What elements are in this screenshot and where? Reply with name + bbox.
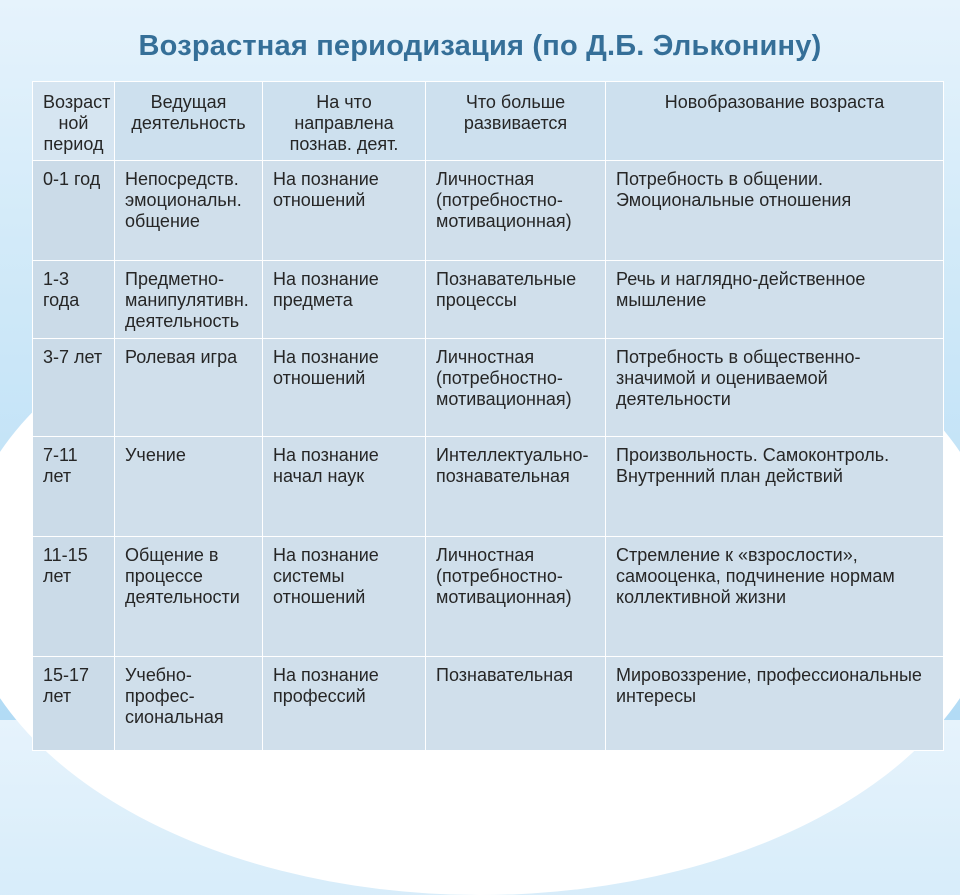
- cell-age: 1-3 года: [33, 261, 115, 339]
- cell-activity: Предметно-манипулятивн. деятельность: [115, 261, 263, 339]
- cell-development: Личностная (потребностно-мотивационная): [426, 339, 606, 437]
- cell-direction: На познание системы отношений: [263, 537, 426, 657]
- header-cognition-direction: На что направлена познав. деят.: [263, 82, 426, 161]
- cell-development: Познавательная: [426, 657, 606, 751]
- cell-direction: На познание отношений: [263, 161, 426, 261]
- page-title: Возрастная периодизация (по Д.Б. Эльконину): [138, 30, 822, 62]
- cell-neoformation: Потребность в общении. Эмоциональные отношения: [606, 161, 944, 261]
- cell-age: 0-1 год: [33, 161, 115, 261]
- cell-development: Интеллектуально-познавательная: [426, 437, 606, 537]
- cell-direction: На познание предмета: [263, 261, 426, 339]
- periodization-table: [32, 81, 944, 751]
- cell-activity: Общение в процессе деятельности: [115, 537, 263, 657]
- table-row: [33, 437, 944, 537]
- cell-development: Личностная (потребностно-мотивационная): [426, 537, 606, 657]
- cell-direction: На познание начал наук: [263, 437, 426, 537]
- cell-age: 7-11 лет: [33, 437, 115, 537]
- table-header-row: [33, 82, 944, 161]
- table-row: [33, 657, 944, 751]
- cell-age: 15-17 лет: [33, 657, 115, 751]
- table-row: [33, 537, 944, 657]
- table-row: [33, 161, 944, 261]
- cell-neoformation: Мировоззрение, профессиональные интересы: [606, 657, 944, 751]
- cell-neoformation: Речь и наглядно-действенное мышление: [606, 261, 944, 339]
- header-age-period: Возраст ной период: [33, 82, 115, 161]
- cell-activity: Ролевая игра: [115, 339, 263, 437]
- cell-age: 3-7 лет: [33, 339, 115, 437]
- cell-development: Познавательные процессы: [426, 261, 606, 339]
- header-leading-activity: Ведущая деятельность: [115, 82, 263, 161]
- cell-age: 11-15 лет: [33, 537, 115, 657]
- header-age-neoformation: Новобразование возраста: [606, 82, 944, 161]
- cell-neoformation: Произвольность. Самоконтроль. Внутренний план действий: [606, 437, 944, 537]
- cell-neoformation: Потребность в общественно-значимой и оцениваемой деятельности: [606, 339, 944, 437]
- cell-direction: На познание профессий: [263, 657, 426, 751]
- cell-direction: На познание отношений: [263, 339, 426, 437]
- cell-activity: Учение: [115, 437, 263, 537]
- header-development-area: Что больше развивается: [426, 82, 606, 161]
- table-row: [33, 339, 944, 437]
- cell-neoformation: Стремление к «взрослости», самооценка, подчинение нормам коллективной жизни: [606, 537, 944, 657]
- cell-development: Личностная (потребностно-мотивационная): [426, 161, 606, 261]
- table-row: [33, 261, 944, 339]
- cell-activity: Учебно-профес-сиональная: [115, 657, 263, 751]
- cell-activity: Непосредств. эмоциональн. общение: [115, 161, 263, 261]
